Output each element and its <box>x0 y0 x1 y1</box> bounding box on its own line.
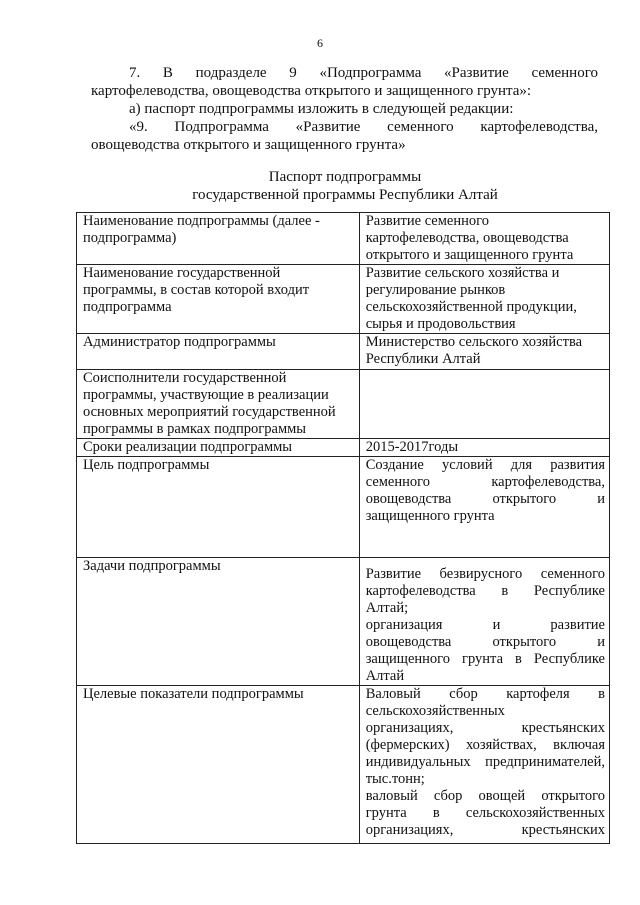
intro-line-3: а) паспорт подпрограммы изложить в следующей редакции: <box>129 101 514 117</box>
row-value-tasks: Развитие безвирусного семенного картофелеводства в Республике Алтай; организация и развитие овощеводства открытого и защищенного грунта в Республике Алтай <box>359 558 609 686</box>
page-number: 6 <box>317 36 323 50</box>
intro-line-1: 7. В подразделе 9 «Подпрограмма «Развитие семенного <box>129 65 598 81</box>
passport-title: Паспорт подпрограммы <box>268 169 422 185</box>
row-label-period: Сроки реализации подпрограммы <box>77 439 360 457</box>
passport-subtitle: государственной программы Республики Алтай <box>192 187 498 203</box>
intro-line-5: овощеводства открытого и защищенного грунта» <box>91 137 406 153</box>
row-value-co-executors <box>359 370 609 439</box>
row-label-administrator: Администратор подпрограммы <box>77 334 360 370</box>
table-row <box>77 686 610 844</box>
row-value-administrator: Министерство сельского хозяйства Республики Алтай <box>359 334 609 370</box>
row-value-indicators: Валовый сбор картофеля в сельскохозяйственных организациях, крестьянских (фермерских) хозяйствах, включая индивидуальных предпринимателей, тыс.тонн; валовый сбор овощей открытого грунта в сельскохозяйственных организациях, крестьянских <box>359 686 609 844</box>
row-value-state-program: Развитие сельского хозяйства и регулирование рынков сельскохозяйственной продукции, сырья и продовольствия <box>359 265 609 334</box>
table-row <box>77 370 610 439</box>
row-label-state-program: Наименование государственной программы, в состав которой входит подпрограмма <box>77 265 360 334</box>
table-row <box>77 457 610 558</box>
intro-line-2: картофелеводства, овощеводства открытого и защищенного грунта»: <box>91 83 532 99</box>
row-label-indicators: Целевые показатели подпрограммы <box>77 686 360 844</box>
table-row <box>77 213 610 265</box>
row-value-period: 2015-2017годы <box>359 439 609 457</box>
row-value-subprogram-name: Развитие семенного картофелеводства, овощеводства открытого и защищенного грунта <box>359 213 609 265</box>
table-row <box>77 334 610 370</box>
row-label-co-executors: Соисполнители государственной программы, участвующие в реализации основных мероприятий государственной программы в рамках подпрограммы <box>77 370 360 439</box>
table-row <box>77 558 610 686</box>
passport-table <box>76 212 610 844</box>
table-row <box>77 439 610 457</box>
row-label-subprogram-name: Наименование подпрограммы (далее - подпрограмма) <box>77 213 360 265</box>
row-value-goal: Создание условий для развития семенного картофелеводства, овощеводства открытого и защищенного грунта <box>359 457 609 558</box>
intro-line-4: «9. Подпрограмма «Развитие семенного картофелеводства, <box>129 119 598 135</box>
row-label-goal: Цель подпрограммы <box>77 457 360 558</box>
row-label-tasks: Задачи подпрограммы <box>77 558 360 686</box>
table-row <box>77 265 610 334</box>
